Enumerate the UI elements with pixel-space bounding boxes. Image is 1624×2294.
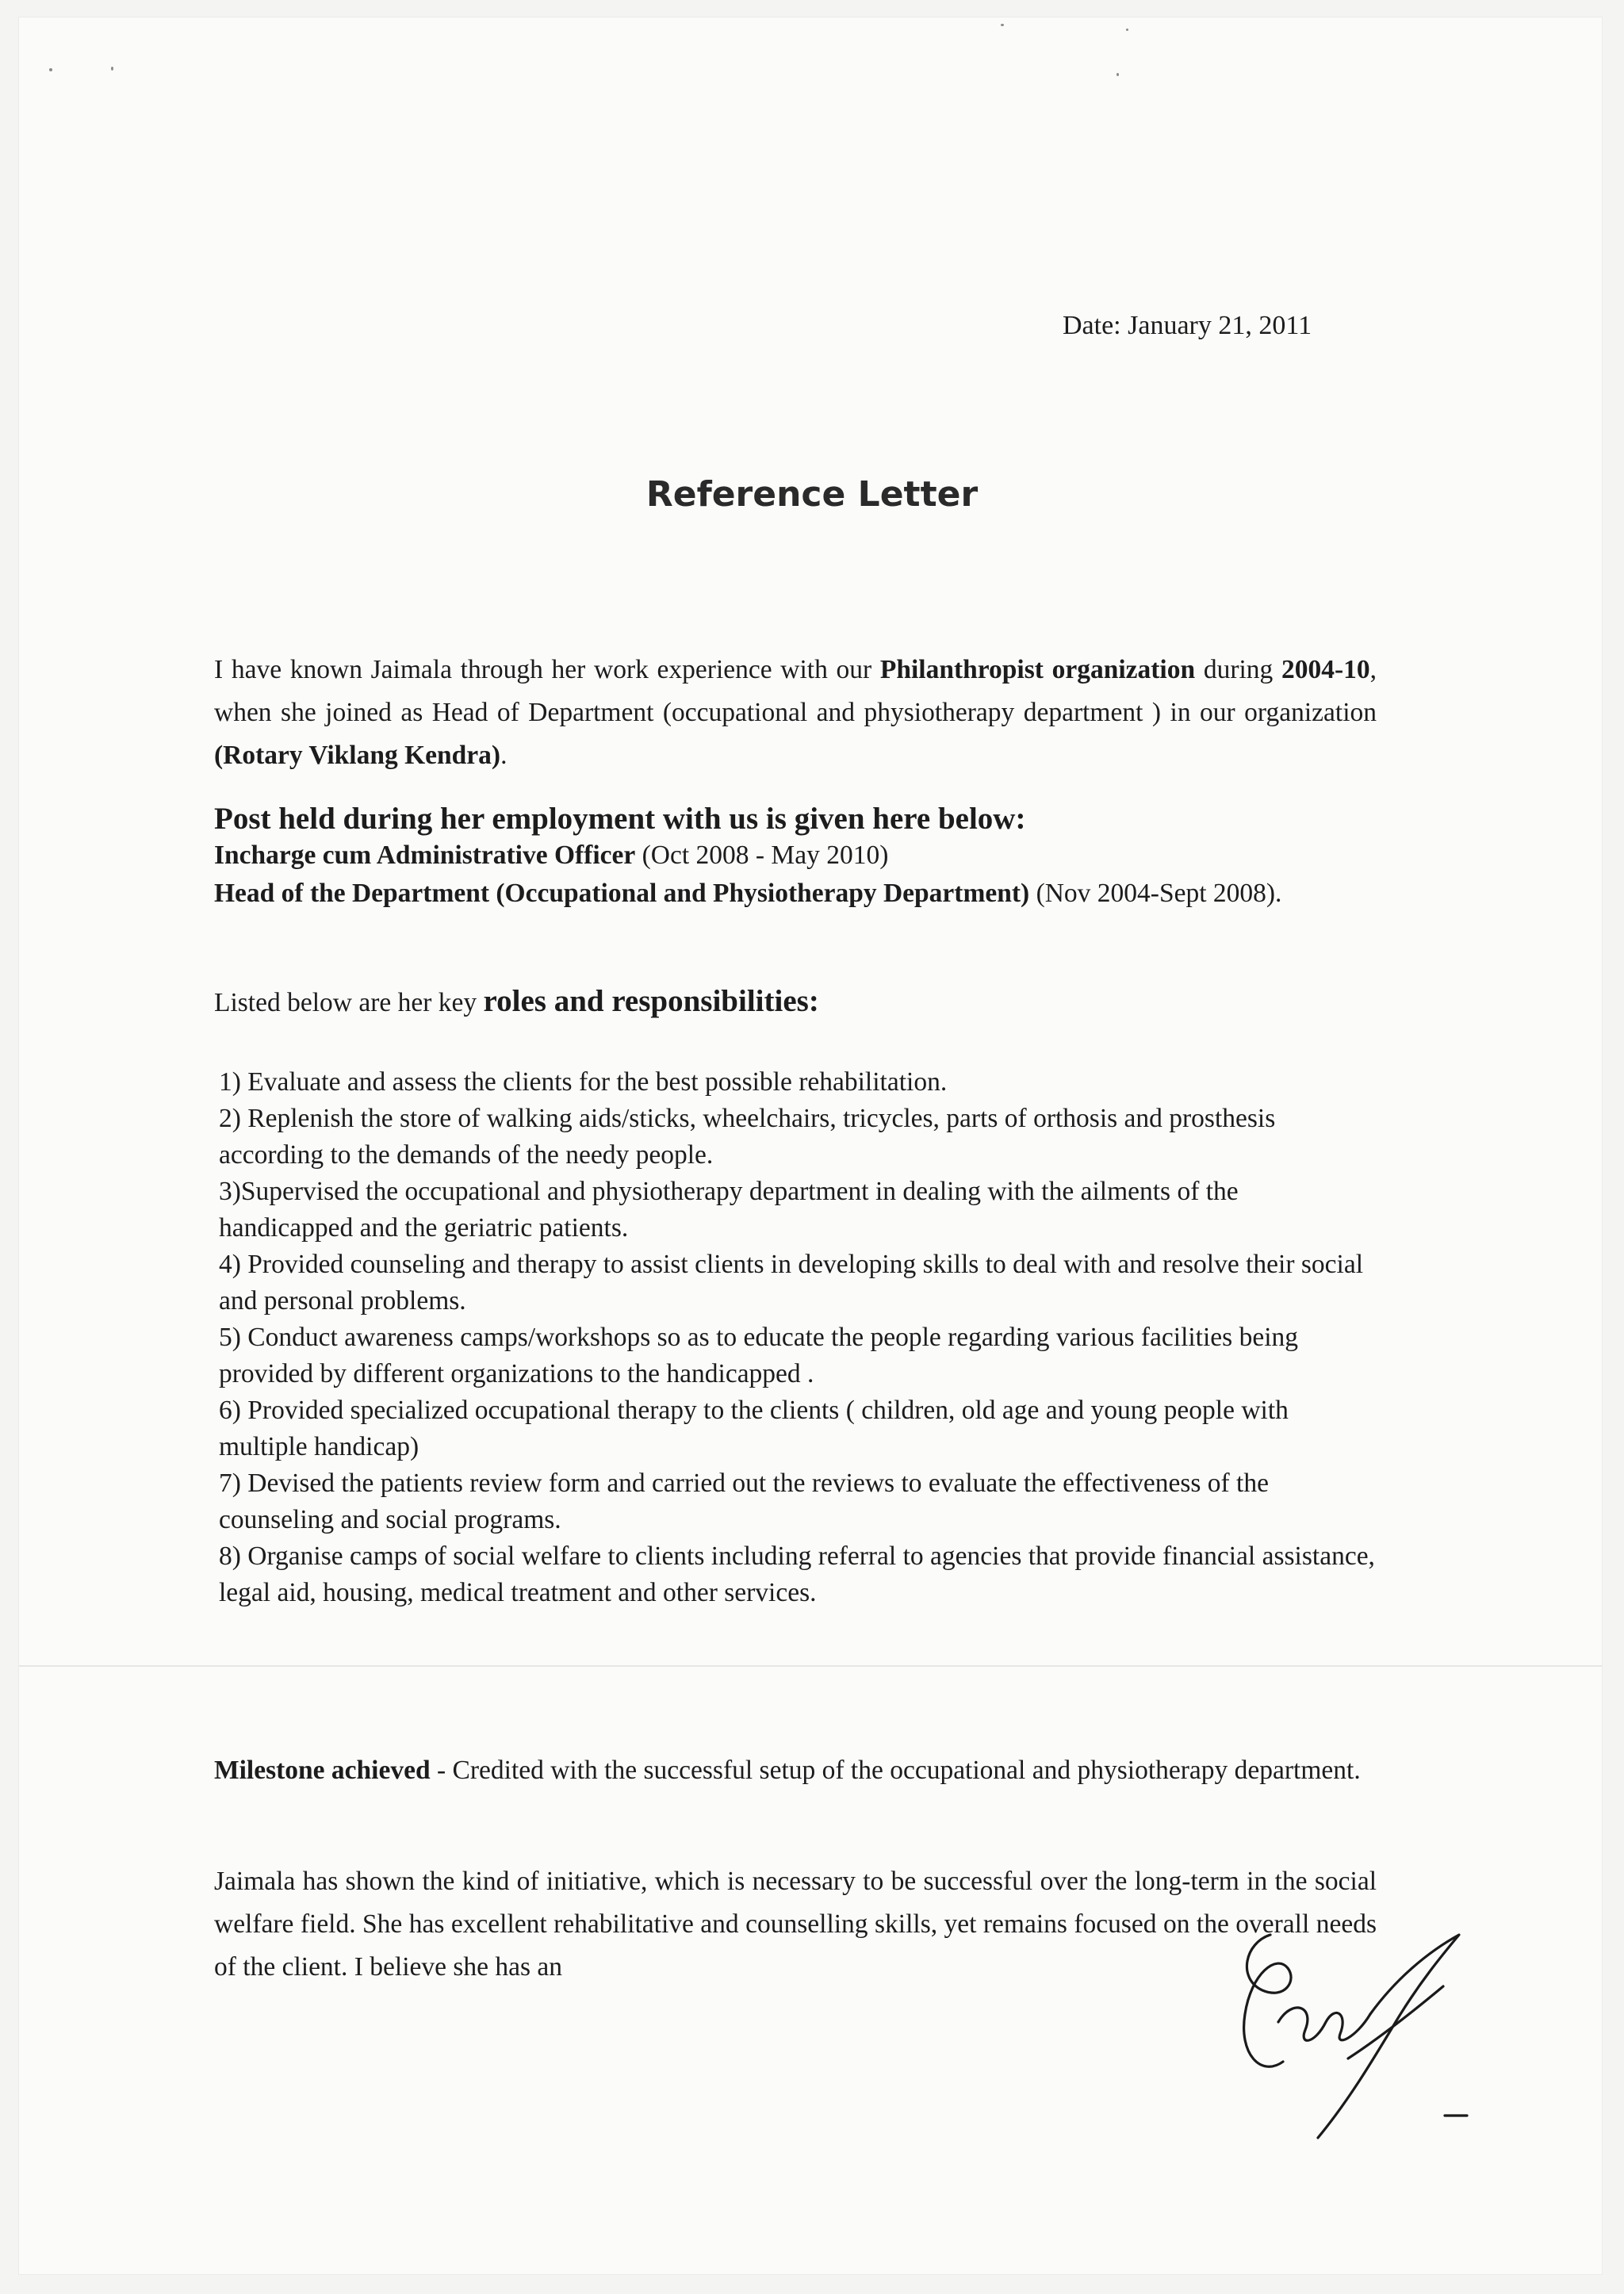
post-item bbox=[214, 875, 1377, 913]
organization-name: (Rotary Viklang Kendra) bbox=[214, 741, 501, 770]
intro-text: , when she joined as Head of Department (occupational and physiotherapy department ) in our organization bbox=[214, 655, 1377, 727]
scan-speck bbox=[1001, 24, 1004, 26]
post-item bbox=[214, 837, 1377, 875]
list-item: 1) Evaluate and assess the clients for the best possible rehabilitation. bbox=[219, 1067, 948, 1097]
intro-text: I have known Jaimala through her work experience with our bbox=[214, 655, 880, 684]
post-period: (Nov 2004-Sept 2008). bbox=[1029, 879, 1282, 908]
list-item: 8) Organise camps of social welfare to clients including referral to agencies that provide financial assistance, legal aid, housing, medical treatment and other services. bbox=[219, 1541, 1375, 1607]
list-item: 7) Devised the patients review form and carried out the reviews to evaluate the effectiveness of the counseling and social programs. bbox=[219, 1469, 1269, 1534]
responsibility-list bbox=[219, 1064, 1377, 1611]
closing-paragraph: Jaimala has shown the kind of initiative, which is necessary to be successful over the long-term in the social welfare field. She has excellent rehabilitative and counselling skills, yet remains focused on the overall needs of the client. I believe she has an bbox=[214, 1867, 1377, 1982]
intro-paragraph bbox=[214, 649, 1377, 777]
post-title: Incharge cum Administrative Officer bbox=[214, 841, 636, 870]
scan-speck bbox=[49, 68, 52, 71]
signature-icon bbox=[1221, 1903, 1483, 2149]
letter-date: Date: January 21, 2011 bbox=[1063, 311, 1312, 340]
scan-speck bbox=[1116, 73, 1119, 76]
fold-line bbox=[19, 1665, 1602, 1667]
list-item: 4) Provided counseling and therapy to assist clients in developing skills to deal with and resolve their social and personal problems. bbox=[219, 1250, 1364, 1316]
intro-text: during bbox=[1195, 655, 1281, 684]
post-period: (Oct 2008 - May 2010) bbox=[635, 841, 889, 870]
roles-lead: Listed below are her key bbox=[214, 988, 484, 1017]
organization-type: Philanthropist organization bbox=[879, 655, 1196, 684]
post-title: Head of the Department (Occupational and Physiotherapy Department) bbox=[214, 879, 1030, 908]
milestone-label: Milestone achieved bbox=[214, 1756, 431, 1785]
employment-years: 2004-10 bbox=[1281, 655, 1370, 684]
letter-title: Reference Letter bbox=[645, 474, 979, 515]
posts-list bbox=[214, 837, 1377, 913]
list-item: 6) Provided specialized occupational therapy to the clients ( children, old age and young people with multiple handicap) bbox=[219, 1396, 1289, 1461]
milestone-paragraph bbox=[214, 1749, 1377, 1792]
scan-speck bbox=[1126, 29, 1128, 31]
roles-emphasis: roles and responsibilities bbox=[483, 984, 809, 1018]
list-item: 5) Conduct awareness camps/workshops so as to educate the people regarding various facilities being provided by different organizations to the handicapped . bbox=[219, 1323, 1299, 1388]
scan-speck bbox=[111, 67, 113, 71]
list-item: 2) Replenish the store of walking aids/sticks, wheelchairs, tricycles, parts of orthosis and prosthesis according to the demands of the needy people. bbox=[219, 1104, 1276, 1170]
intro-text: . bbox=[500, 741, 508, 770]
milestone-text: - Credited with the successful setup of the occupational and physiotherapy department. bbox=[430, 1756, 1361, 1785]
list-item: 3)Supervised the occupational and physiotherapy department in dealing with the ailments of the handicapped and the geriatric patients. bbox=[219, 1177, 1239, 1243]
posts-heading: Post held during her employment with us is given here below: bbox=[214, 802, 1026, 836]
roles-intro: Listed below are her key roles and responsibilities: bbox=[214, 984, 819, 1018]
